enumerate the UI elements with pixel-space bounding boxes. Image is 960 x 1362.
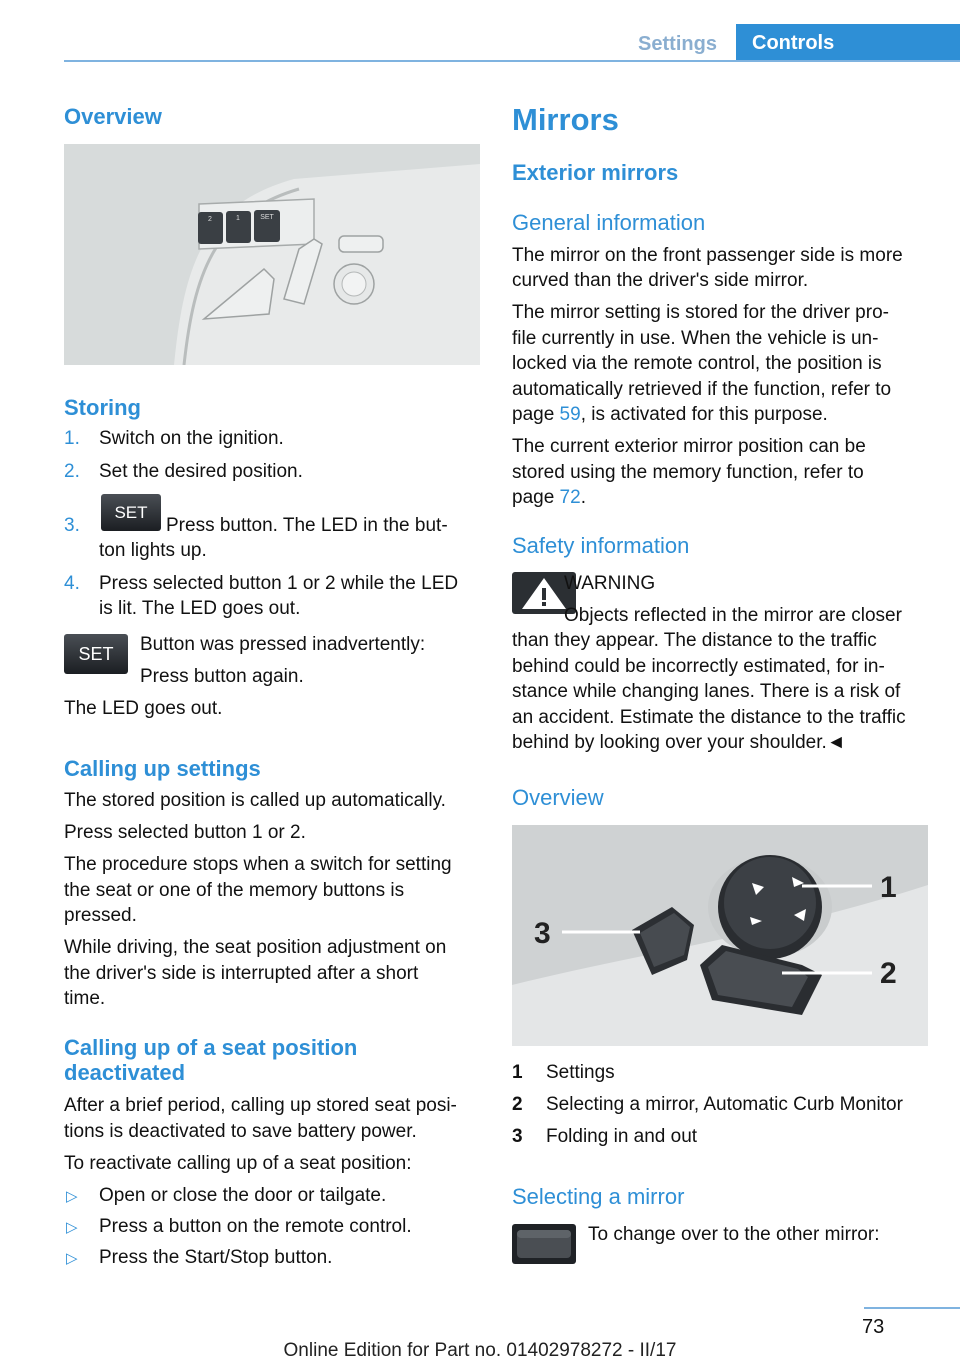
warning-label: WARNING bbox=[564, 573, 656, 594]
general-line: locked via the remote control, the position is bbox=[512, 353, 882, 374]
selecting-mirror-heading: Selecting a mirror bbox=[512, 1184, 685, 1209]
storing-heading: Storing bbox=[64, 395, 141, 420]
page-link-59[interactable]: 59 bbox=[559, 404, 581, 425]
step-1-text: Switch on the ignition. bbox=[99, 428, 284, 449]
footer-divider bbox=[864, 1307, 960, 1309]
step-4-text: Press selected button 1 or 2 while the LED bbox=[99, 573, 459, 594]
seat-memory-buttons-image bbox=[64, 144, 480, 365]
selecting-text: To change over to the other mirror: bbox=[588, 1224, 880, 1245]
page-ref-suffix: . bbox=[580, 487, 586, 508]
mirror-overview-heading: Overview bbox=[512, 785, 604, 810]
set-button-icon bbox=[101, 494, 161, 531]
step-number-4: 4. bbox=[64, 573, 80, 594]
seat-button-set-label: SET bbox=[260, 214, 274, 221]
deactivated-line: tions is deactivated to save battery power. bbox=[64, 1121, 417, 1142]
page-link-72[interactable]: 72 bbox=[559, 487, 581, 508]
step-3-text-cont: ton lights up. bbox=[99, 540, 207, 561]
set-button-note-label: SET bbox=[78, 643, 114, 664]
stored-line: The current exterior mirror position can be bbox=[512, 436, 866, 457]
stored-line: stored using the memory function, refer to bbox=[512, 462, 864, 483]
page-title: Mirrors bbox=[512, 102, 619, 137]
set-button-note-icon bbox=[64, 634, 128, 674]
step-4-text-cont: is lit. The LED goes out. bbox=[99, 598, 301, 619]
calling-line: pressed. bbox=[64, 905, 137, 926]
bullet-item: Open or close the door or tailgate. bbox=[99, 1185, 387, 1206]
step-number-2: 2. bbox=[64, 461, 80, 482]
calling-line: The stored position is called up automatically. bbox=[64, 790, 446, 811]
legend-text: Selecting a mirror, Automatic Curb Monitor bbox=[546, 1094, 903, 1115]
overview-heading: Overview bbox=[64, 104, 162, 129]
deactivated-heading-line-1: Calling up of a seat position bbox=[64, 1035, 358, 1060]
warning-line: stance while changing lanes. There is a risk of bbox=[512, 681, 901, 702]
callout-3: 3 bbox=[534, 917, 551, 950]
deactivated-heading-line-2: deactivated bbox=[64, 1060, 186, 1085]
step-number-1: 1. bbox=[64, 428, 80, 449]
warning-line: an accident. Estimate the distance to the traffic bbox=[512, 707, 906, 728]
warning-line: than they appear. The distance to the traffic bbox=[512, 630, 877, 651]
seat-button-1-label: 1 bbox=[236, 215, 240, 222]
mirror-selector-button-icon bbox=[512, 1224, 576, 1264]
bullet-item: Press the Start/Stop button. bbox=[99, 1247, 333, 1268]
calling-line: time. bbox=[64, 988, 106, 1009]
legend-number: 2 bbox=[512, 1094, 523, 1115]
legend-number: 3 bbox=[512, 1126, 523, 1147]
seat-button-2-label: 2 bbox=[208, 216, 212, 223]
header-divider bbox=[64, 60, 960, 62]
seat-panel-illustration bbox=[64, 144, 480, 365]
edition-footer: Online Edition for Part no. 01402978272 - II/17 bbox=[283, 1340, 677, 1361]
general-line: file currently in use. When the vehicle is un- bbox=[512, 328, 879, 349]
general-line: automatically retrieved if the function, refer to bbox=[512, 379, 892, 400]
general-information-heading: General information bbox=[512, 210, 706, 235]
step-number-3: 3. bbox=[64, 515, 80, 536]
legend-text: Settings bbox=[546, 1062, 615, 1083]
safety-information-heading: Safety information bbox=[512, 533, 690, 558]
led-out-text: The LED goes out. bbox=[64, 698, 223, 719]
deactivated-line: After a brief period, calling up stored seat posi- bbox=[64, 1095, 457, 1116]
calling-line: the seat or one of the memory buttons is bbox=[64, 880, 405, 901]
callout-1: 1 bbox=[880, 871, 897, 904]
mirror-controls-illustration bbox=[512, 825, 928, 1046]
callout-2: 2 bbox=[880, 957, 897, 990]
deactivated-line: To reactivate calling up of a seat position: bbox=[64, 1153, 412, 1174]
warning-line: behind could be incorrectly estimated, for in- bbox=[512, 656, 885, 677]
set-button-label: SET bbox=[114, 502, 148, 522]
page-number: 73 bbox=[862, 1316, 885, 1338]
page-ref-prefix: page bbox=[512, 404, 560, 425]
bullet-triangle-icon: ▷ bbox=[66, 1188, 78, 1205]
calling-line: While driving, the seat position adjustment on bbox=[64, 937, 447, 958]
page-ref-prefix: page bbox=[512, 487, 560, 508]
page-ref-line-2 bbox=[512, 485, 586, 511]
general-line: The mirror setting is stored for the driver pro- bbox=[512, 302, 889, 323]
legend-number: 1 bbox=[512, 1062, 523, 1083]
bullet-triangle-icon: ▷ bbox=[66, 1250, 78, 1267]
bullet-item: Press a button on the remote control. bbox=[99, 1216, 412, 1237]
general-line: curved than the driver's side mirror. bbox=[512, 270, 809, 291]
calling-up-heading: Calling up settings bbox=[64, 756, 261, 781]
page-ref-line-1 bbox=[512, 402, 828, 428]
warning-line: Objects reflected in the mirror are closer bbox=[564, 605, 902, 626]
page-ref-suffix: , is activated for this purpose. bbox=[580, 404, 828, 425]
calling-line: The procedure stops when a switch for setting bbox=[64, 854, 452, 875]
calling-line: Press selected button 1 or 2. bbox=[64, 822, 306, 843]
general-line: The mirror on the front passenger side is more bbox=[512, 245, 903, 266]
calling-line: the driver's side is interrupted after a short bbox=[64, 963, 419, 984]
mirror-controls-image bbox=[512, 825, 928, 1046]
note-line-2: Press button again. bbox=[140, 666, 304, 687]
legend-text: Folding in and out bbox=[546, 1126, 698, 1147]
tab-controls: Controls bbox=[736, 24, 960, 62]
note-line-1: Button was pressed inadvertently: bbox=[140, 634, 426, 655]
warning-line: behind by looking over your shoulder.◄ bbox=[512, 732, 846, 753]
tab-settings: Settings bbox=[638, 32, 717, 55]
step-3-text: Press button. The LED in the but- bbox=[166, 515, 448, 536]
bullet-triangle-icon: ▷ bbox=[66, 1219, 78, 1236]
step-2-text: Set the desired position. bbox=[99, 461, 303, 482]
exterior-mirrors-heading: Exterior mirrors bbox=[512, 160, 679, 185]
